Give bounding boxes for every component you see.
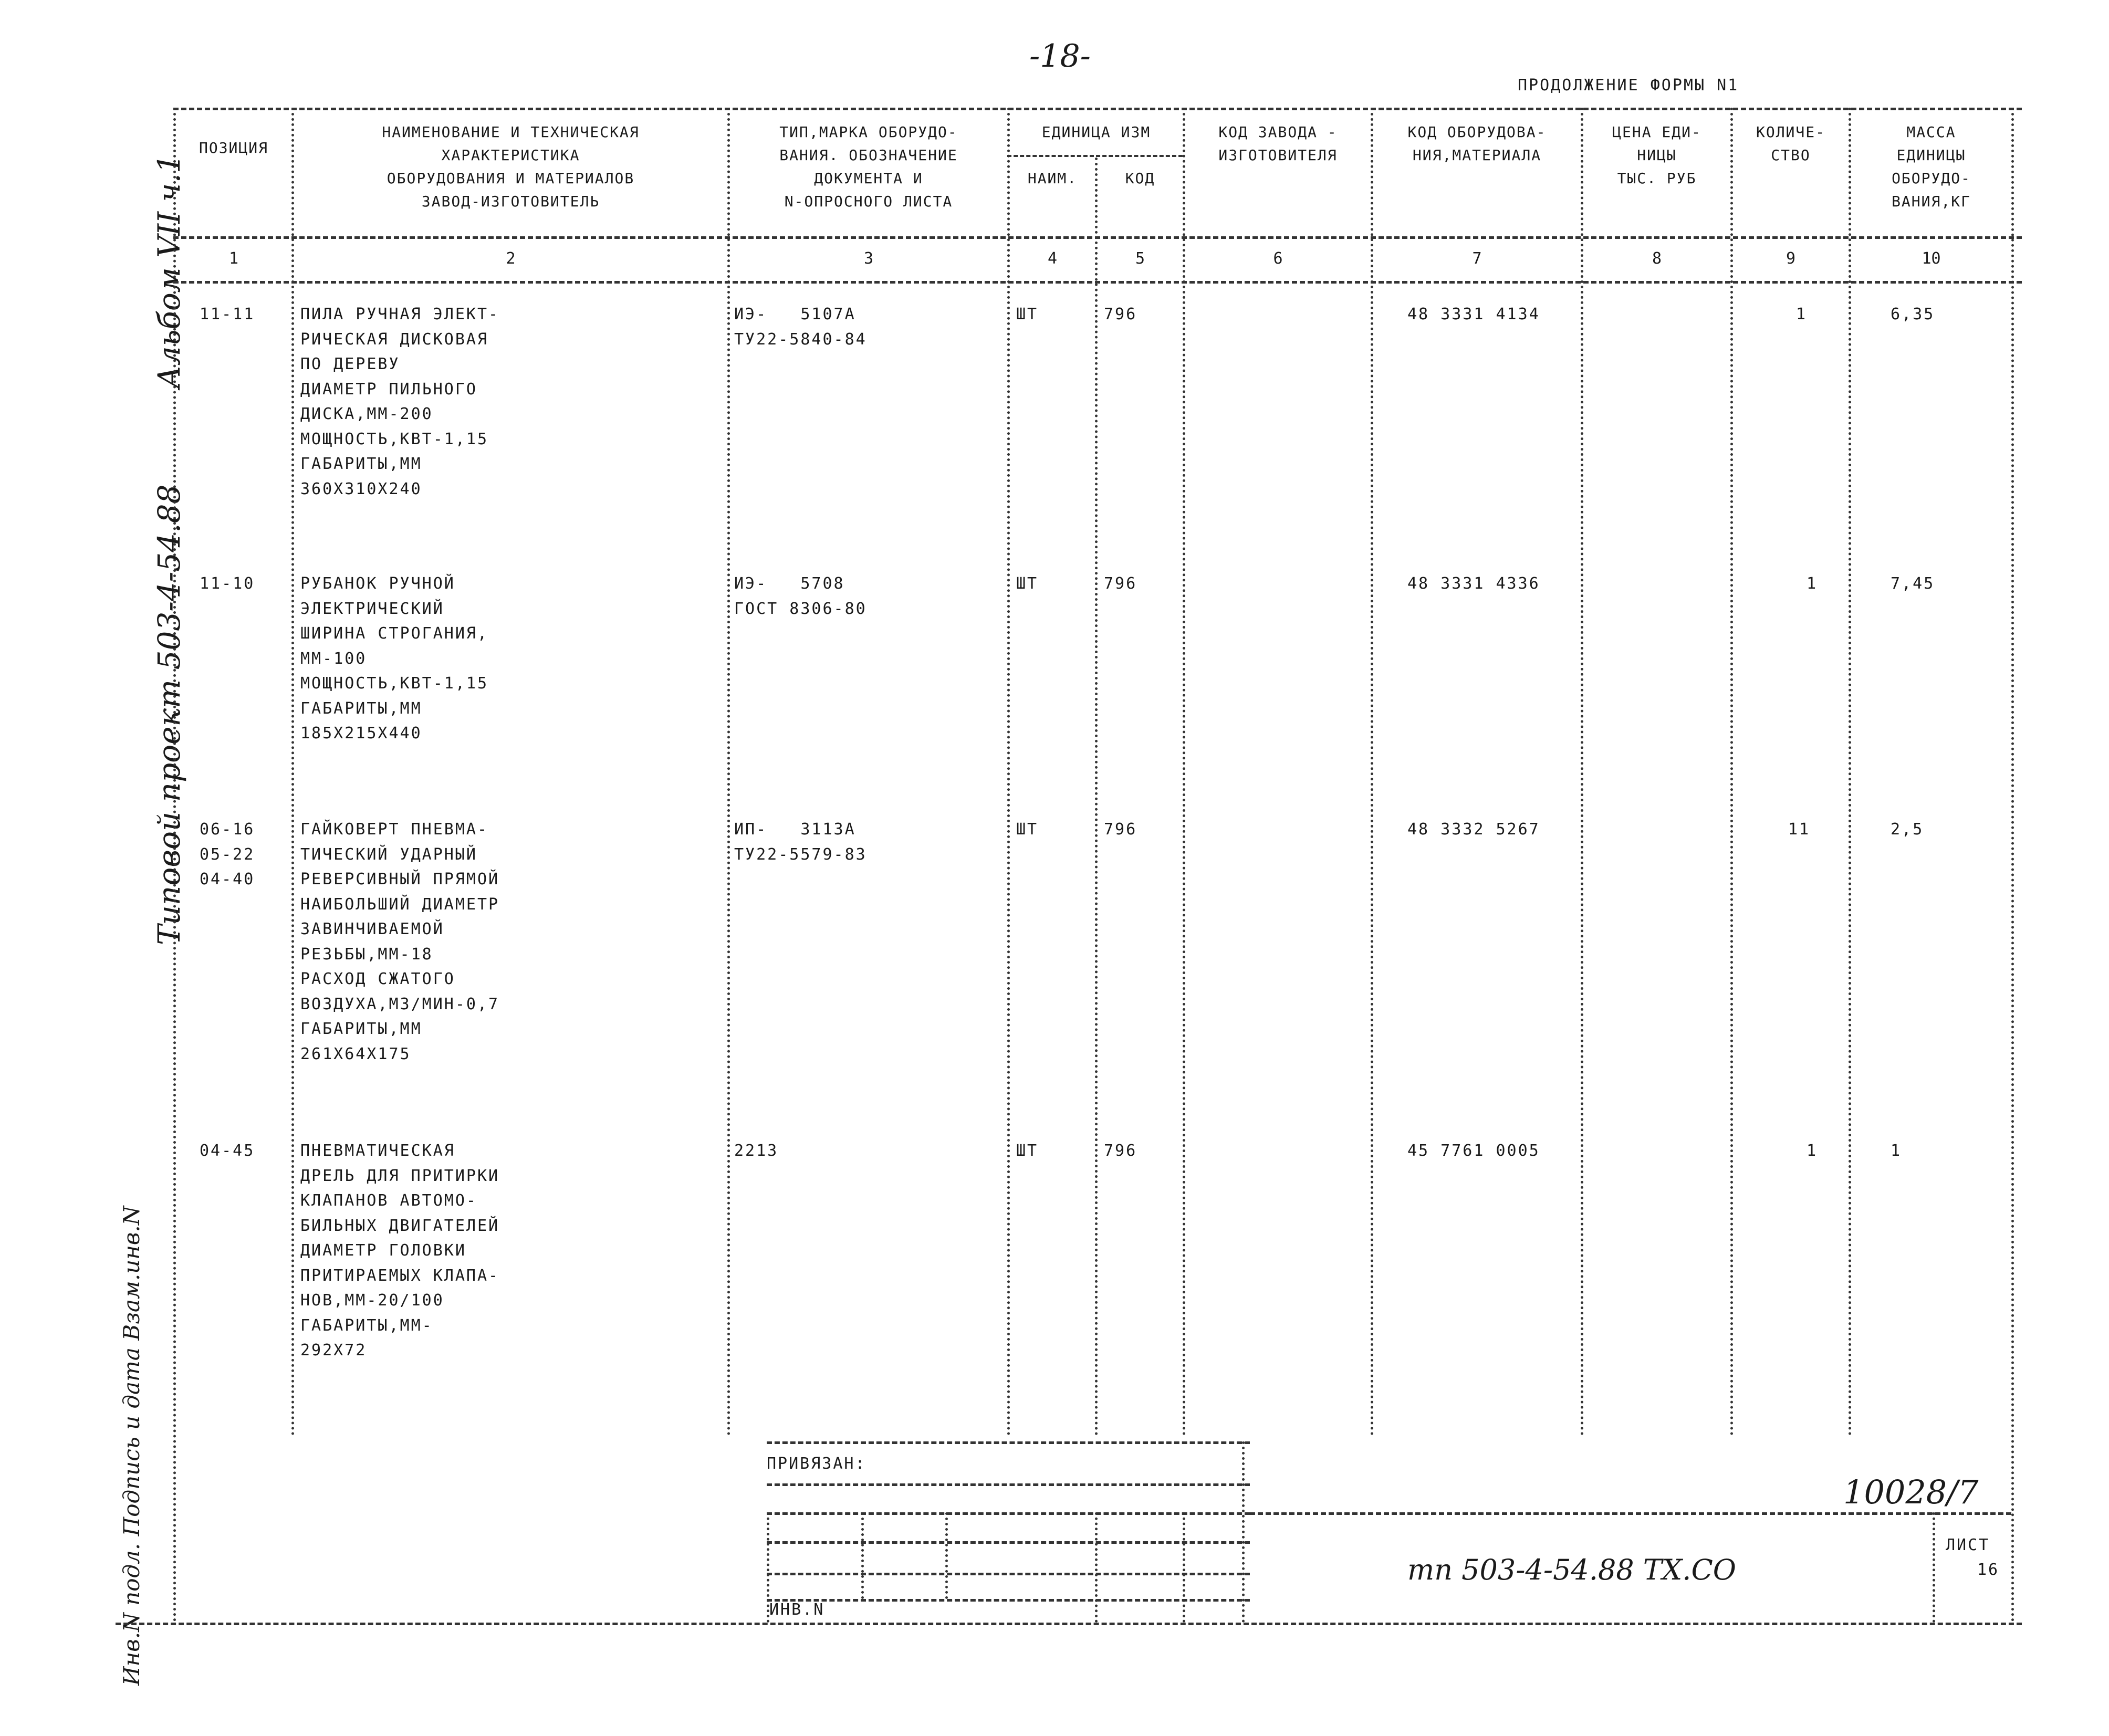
header-mass: МАССА ЕДИНИЦЫ ОБОРУДО- ВАНИЯ,КГ [1892,123,1971,210]
stamp-sep [1933,1512,1935,1623]
cell-quantity: 1 [1807,574,1818,593]
cell-type: ИЭ- 5107А ТУ22-5840-84 [734,305,867,349]
cell-name: ГАЙКОВЕРТ ПНЕВМА- ТИЧЕСКИЙ УДАРНЫЙ РЕВЕРСИВНЫЙ ПРЯМОЙ НАИБОЛЬШИЙ ДИАМЕТР ЗАВИНЧИВАЕМОЙ РЕЗЬБЫ,ММ-18 РАСХОД СЖАТОГО ВОЗДУХА,М3/МИН-0,7 ГАБАРИТЫ,ММ 261Х64Х175 [300,820,500,1063]
stamp-number: 10028/7 [1843,1473,1979,1511]
cell-unit: ШТ [1016,305,1039,323]
col-sep [1183,108,1185,1436]
header-price: ЦЕНА ЕДИ- НИЦЫ ТЫС. РУБ [1612,123,1701,187]
cell-unit: ШТ [1016,574,1039,593]
cell-type: ИП- 3113А ТУ22-5579-83 [734,820,867,864]
col-sep [1007,108,1010,1436]
col-sep [1730,108,1733,1436]
stamp-rule [1250,1512,2011,1515]
stamp-designation: тп 503-4-54.88 ТХ.СО [1407,1553,1737,1586]
header-unit-code: КОД [1125,170,1155,187]
colnum-3: 3 [863,249,874,268]
colnum-9: 9 [1786,249,1796,268]
header-position: ПОЗИЦИЯ [199,139,268,156]
cell-mass: 2,5 [1891,820,1924,839]
numbers-bottom-rule [173,281,2022,284]
cell-type: 2213 [734,1142,779,1160]
cell-unit-code: 796 [1104,820,1137,839]
continuation-title: ПРОДОЛЖЕНИЕ ФОРМЫ N1 [1518,76,1739,95]
stamp-sheet-label: ЛИСТ [1946,1536,1990,1554]
stamp-rule [767,1483,1250,1486]
colnum-2: 2 [506,249,516,268]
colnum-10: 10 [1922,249,1941,268]
cell-unit-code: 796 [1104,1142,1137,1160]
header-name: НАИМЕНОВАНИЕ И ТЕХНИЧЕСКАЯ ХАРАКТЕРИСТИКА ОБОРУДОВАНИЯ И МАТЕРИАЛОВ ЗАВОД-ИЗГОТОВИТЕЛЬ [382,123,640,210]
colnum-5: 5 [1135,249,1145,268]
col-sep [291,108,294,1436]
col-sep [1581,108,1583,1436]
cell-equipment-code: 48 3331 4336 [1407,574,1540,593]
cell-quantity: 1 [1807,1142,1818,1160]
colnum-6: 6 [1273,249,1283,268]
stamp-sep [1183,1512,1185,1623]
cell-name: РУБАНОК РУЧНОЙ ЭЛЕКТРИЧЕСКИЙ ШИРИНА СТРОГАНИЯ, ММ-100 МОЩНОСТЬ,КВТ-1,15 ГАБАРИТЫ,ММ 185Х215Х440 [300,574,489,742]
stamp-rule [767,1573,1250,1575]
cell-position: 11-11 [200,305,255,323]
cell-equipment-code: 45 7761 0005 [1407,1142,1540,1160]
header-bottom-rule [173,236,2022,239]
cell-equipment-code: 48 3331 4134 [1407,305,1540,323]
header-unit-name: НАИМ. [1027,170,1078,187]
colnum-8: 8 [1652,249,1662,268]
margin-album: Альбом VII ч.1 [151,154,187,389]
cell-position: 04-45 [200,1142,255,1160]
cell-name: ПИЛА РУЧНАЯ ЭЛЕКТ- РИЧЕСКАЯ ДИСКОВАЯ ПО ДЕРЕВУ ДИАМЕТР ПИЛЬНОГО ДИСКА,ММ-200 МОЩНОСТЬ,КВТ-1,15 ГАБАРИТЫ,ММ 360Х310Х240 [300,305,500,498]
stamp-sep [861,1512,864,1599]
stamp-inv-label: ИНВ.N [769,1601,825,1619]
stamp-sep [945,1512,948,1599]
cell-unit: ШТ [1016,1142,1039,1160]
cell-mass: 1 [1891,1142,1902,1160]
cell-unit-code: 796 [1104,574,1137,593]
cell-position: 11-10 [200,574,255,593]
col-sep [2011,108,2014,1623]
margin-project: Типовой проект 503-4-54.88 [151,484,187,945]
stamp-rule [767,1512,1250,1515]
header-factory-code: КОД ЗАВОДА - ИЗГОТОВИТЕЛЯ [1218,123,1338,164]
cell-quantity: 11 [1788,820,1811,839]
col-sep [173,108,176,1623]
stamp-sheet-number: 16 [1977,1561,2000,1579]
stamp-sep [1242,1441,1245,1623]
colnum-4: 4 [1047,249,1058,268]
header-type: ТИП,МАРКА ОБОРУДО- ВАНИЯ. ОБОЗНАЧЕНИЕ ДОКУМЕНТА И N-ОПРОСНОГО ЛИСТА [779,123,958,210]
stamp-rule [767,1599,1250,1602]
stamp-rule [767,1541,1250,1544]
stamp-rule [767,1441,1250,1444]
col-sep [1095,158,1098,1436]
page-number: -18- [1029,38,1091,75]
cell-name: ПНЕВМАТИЧЕСКАЯ ДРЕЛЬ ДЛЯ ПРИТИРКИ КЛАПАНОВ АВТОМО- БИЛЬНЫХ ДВИГАТЕЛЕЙ ДИАМЕТР ГОЛОВКИ ПРИТИРАЕМЫХ КЛАПА- НОВ,ММ-20/100 ГАБАРИТЫ,ММ- 292Х72 [300,1142,500,1359]
header-unit: ЕДИНИЦА ИЗМ [1041,123,1151,141]
margin-inventory: Инв.N подл. Подпись и дата Взам.инв.N [119,1206,144,1686]
colnum-7: 7 [1472,249,1482,268]
cell-unit-code: 796 [1104,305,1137,323]
cell-position: 06-16 05-22 04-40 [200,820,255,888]
col-sep [1849,108,1851,1436]
unit-subheader-rule [1007,155,1183,157]
table-top-rule [173,108,2022,110]
cell-mass: 6,35 [1891,305,1935,323]
table-bottom-rule [116,1623,2022,1625]
stamp-sep [1095,1512,1098,1623]
header-equipment-code: КОД ОБОРУДОВА- НИЯ,МАТЕРИАЛА [1407,123,1547,164]
cell-quantity: 1 [1796,305,1808,323]
cell-equipment-code: 48 3332 5267 [1407,820,1540,839]
cell-unit: ШТ [1016,820,1039,839]
cell-type: ИЭ- 5708 ГОСТ 8306-80 [734,574,867,618]
col-sep [727,108,730,1436]
header-quantity: КОЛИЧЕ- СТВО [1756,123,1825,164]
stamp-tied-label: ПРИВЯЗАН: [767,1455,866,1473]
colnum-1: 1 [228,249,239,268]
col-sep [1371,108,1373,1436]
cell-mass: 7,45 [1891,574,1935,593]
